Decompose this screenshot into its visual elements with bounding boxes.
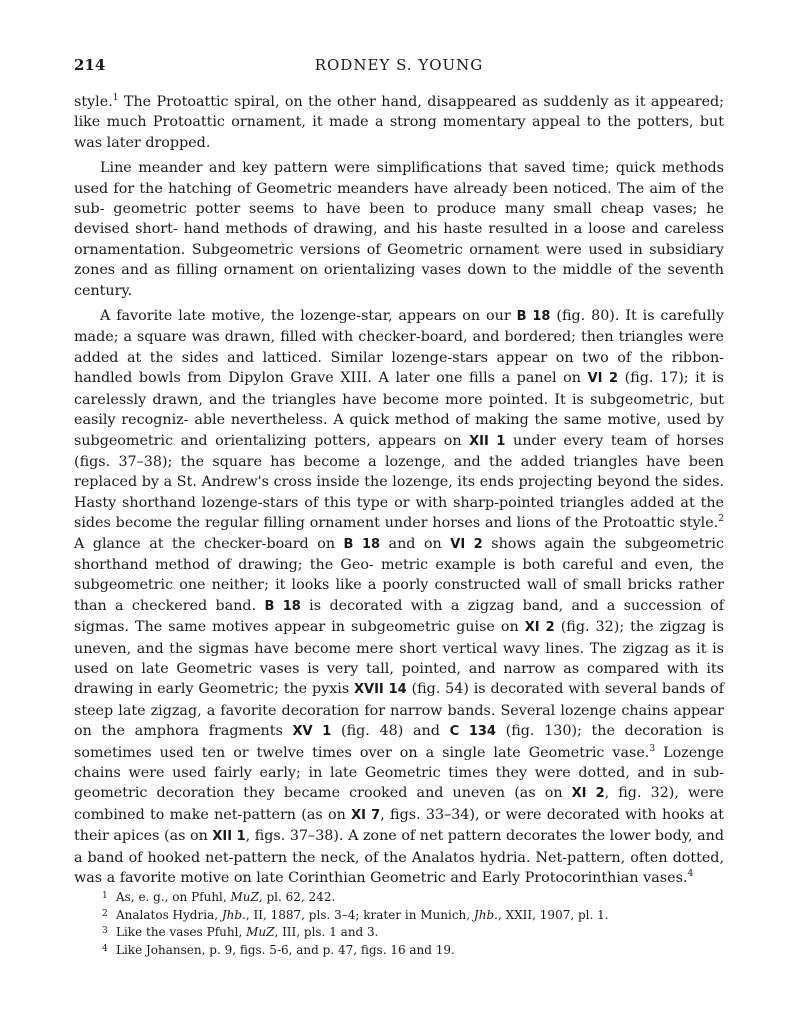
text-run: As, e. g., on Pfuhl,: [116, 890, 231, 904]
footnote-mark: 4: [102, 943, 108, 954]
text-run: A favorite late motive, the lozenge-star, appears on our: [100, 308, 517, 325]
catalog-ref: XI 7: [351, 807, 381, 823]
text-run: Line meander and key pattern were simplifications that saved time; quick methods used for the hatching of Geometric meanders have already been noticed. The aim of the sub- geometric potter seems to have been to produce many small cheap vases; he devised short- hand methods of drawing, and his haste resulted in a loose and careless ornamentation. Subgeometric versions of Geometric ornament were used in subsidiary zones and as filling ornament on orientalizing vases down to the middle of the seventh century.: [74, 160, 724, 299]
text-run: (fig. 54) is decorated with several bands of steep late zigzag, a favorite decoration for narrow bands. Several lozenge chains appear on the amphora fragments: [74, 681, 725, 740]
footnote: [74, 906, 724, 924]
italic-text: MuZ: [230, 890, 259, 904]
footnote-ref: 4: [687, 869, 694, 880]
page: [74, 56, 724, 893]
catalog-ref: VI 2: [587, 371, 619, 387]
text-run: Lozenge chains were used fairly early; in late Geometric times they were dotted, and in sub- geometric decoration they became crooked and uneven (as on: [74, 744, 724, 802]
text-run: Like Johansen, p. 9, figs. 5-6, and p. 47, figs. 16 and 19.: [116, 942, 455, 957]
catalog-ref: XII 1: [469, 433, 506, 449]
text-run: and on: [380, 535, 451, 552]
catalog-ref: C 134: [449, 724, 496, 740]
catalog-ref: B 18: [264, 598, 301, 614]
text-run: , XXII, 1907, pl. 1.: [497, 907, 609, 922]
catalog-ref: XI 2: [524, 620, 555, 636]
catalog-ref: B 18: [516, 309, 551, 325]
italic-text: Jhb.: [473, 907, 498, 922]
footnotes: [74, 888, 724, 958]
page-header: [74, 56, 724, 80]
catalog-ref: XII 1: [212, 829, 246, 845]
text-run: (fig. 32); the zigzag is uneven, and the sigmas have become mere short vertical wavy lines. The zigzag as it is used on late Geometric vases is very tall, pointed, and narrow as compared with its drawing in early Geometric; the pyxis: [74, 619, 724, 698]
paragraph: [74, 306, 724, 888]
catalog-ref: B 18: [343, 536, 381, 552]
text-run: , figs. 37–38). A zone of net pattern decorates the lower body, and a band of hooked net-pattern the neck, of the Analatos hydria. Net-pattern, often dotted, was a favorite motive on late Corinthian Geometric and Early Protocorinthian vases.: [74, 828, 724, 887]
footnote-mark: 1: [102, 891, 108, 901]
footnote-ref: 2: [718, 514, 724, 525]
text-run: (fig. 130); the decoration is sometimes used ten or twelve times over on a single late Geometric vase.: [74, 723, 724, 761]
footnote: [74, 923, 724, 941]
text-run: , fig. 32), were combined to make net-pattern (as on: [74, 785, 724, 823]
footnote-ref: 1: [112, 93, 119, 104]
footnote-ref: 3: [649, 743, 656, 754]
italic-text: MuZ: [246, 925, 275, 939]
text-run: under every team of horses (figs. 37–38); the square has become a lozenge, and the added triangles have been replaced by a St. Andrew's cross inside the lozenge, its ends projecting beyond the sides. Hasty shorthand lozenge-stars of this type or with sharp-pointed triangles added at the sides become the regular filling ornament under horses and lions of the Protoattic style.: [74, 432, 724, 532]
text-run: shows again the subgeometric shorthand method of drawing; the Geo- metric example is both careful and even, the subgeometric one neither; it looks like a poorly constructed wall of small bricks rather than a checkered band.: [74, 535, 724, 614]
footnote-mark: 3: [102, 926, 108, 936]
paragraph: [74, 92, 724, 153]
text-run: style.: [74, 94, 113, 110]
text-run: The Protoattic spiral, on the other hand, disappeared as suddenly as it appeared; like much Protoattic ornament, it made a strong momentary appeal to the potters, but was later dropped.: [74, 94, 724, 151]
page-number: 214: [74, 56, 106, 74]
text-run: , figs. 33–34), or were decorated with hooks at their apices (as on: [74, 806, 724, 845]
text-run: , III, pls. 1 and 3.: [274, 925, 379, 939]
catalog-ref: XVII 14: [354, 682, 407, 698]
catalog-ref: VI 2: [450, 536, 483, 552]
text-run: Analatos Hydria,: [116, 907, 222, 922]
body-text: [74, 92, 724, 888]
catalog-ref: XI 2: [571, 786, 605, 802]
running-head: RODNEY S. YOUNG: [314, 56, 484, 74]
footnote: [74, 888, 724, 906]
text-run: , II, 1887, pls. 3–4; krater in Munich,: [245, 907, 474, 922]
catalog-ref: XV 1: [292, 724, 332, 740]
footnote-mark: 2: [102, 908, 108, 919]
text-run: , pl. 62, 242.: [258, 890, 336, 904]
italic-text: Jhb.: [221, 907, 246, 922]
paragraph: [74, 158, 724, 301]
text-run: (fig. 17); it is carelessly drawn, and the triangles have become more pointed. It is subgeometric, but easily recogniz- able nevertheless. A quick method of making the same motive, used by subgeometric and orientalizing potters, appears on: [74, 370, 724, 449]
text-run: is decorated with a zigzag band, and a succession of sigmas. The same motives appear in subgeometric guise on: [74, 597, 724, 636]
footnote: [74, 941, 724, 959]
text-run: Like the vases Pfuhl,: [116, 925, 247, 939]
text-run: (fig. 48) and: [331, 723, 450, 740]
text-run: (fig. 80). It is carefully made; a square was drawn, filled with checker-board, and bordered; then triangles were added at the sides and latticed. Similar lozenge-stars appear on two of the ribbon-handled bowls from Dipylon Grave XIII. A later one fills a panel on: [74, 308, 724, 387]
text-run: A glance at the checker-board on: [74, 535, 344, 552]
